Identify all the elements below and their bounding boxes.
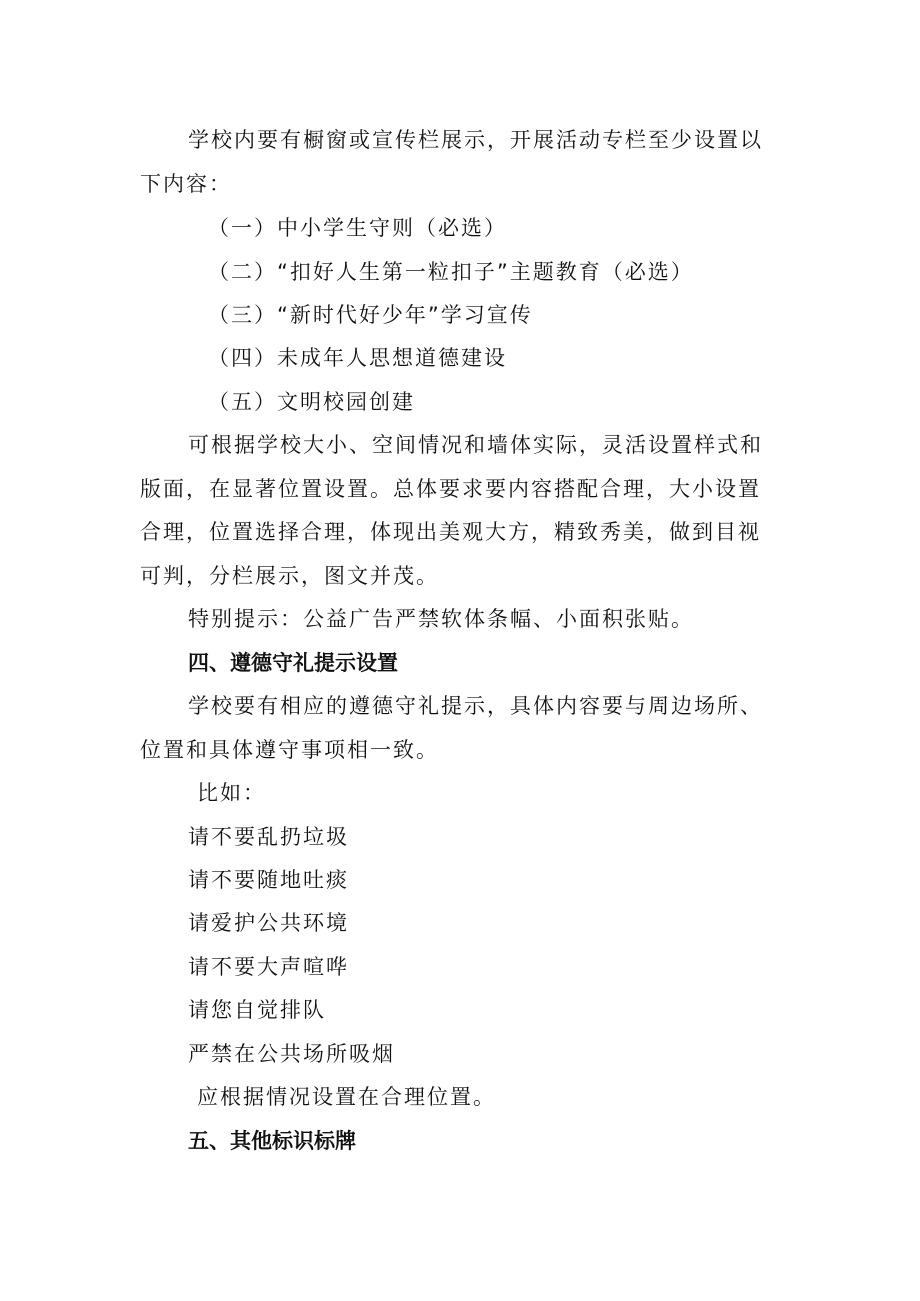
example-item: 请不要大声喧哗 xyxy=(188,955,349,979)
example-item: 请不要随地吐痰 xyxy=(188,868,349,892)
section-4-heading: 四、遵德守礼提示设置 xyxy=(188,651,398,675)
para2-line-2: 版面，在显著位置设置。总体要求要内容搭配合理，大小设置 xyxy=(140,477,761,501)
section-4-closing: 应根据情况设置在合理位置。 xyxy=(197,1085,496,1109)
section-4-line-2: 位置和具体遵守事项相一致。 xyxy=(140,738,439,762)
section-5-heading: 五、其他标识标牌 xyxy=(188,1129,356,1153)
example-item: 严禁在公共场所吸烟 xyxy=(188,1042,395,1066)
para2-line-3: 合理，位置选择合理，体现出美观大方，精致秀美，做到目视 xyxy=(140,520,761,544)
example-item: 请不要乱扔垃圾 xyxy=(188,825,349,849)
intro-line-1: 学校内要有橱窗或宣传栏展示，开展活动专栏至少设置以 xyxy=(188,128,763,152)
example-item: 请爱护公共环境 xyxy=(188,911,349,935)
list-item: （三）“新时代好少年”学习宣传 xyxy=(208,303,533,327)
para2-line-4: 可判，分栏展示，图文并茂。 xyxy=(140,564,439,588)
para2-line-1: 可根据学校大小、空间情况和墙体实际，灵活设置样式和 xyxy=(188,433,763,457)
list-item: （四）未成年人思想道德建设 xyxy=(208,346,507,370)
example-label: 比如： xyxy=(197,781,266,805)
example-item: 请您自觉排队 xyxy=(188,998,326,1022)
list-item: （一）中小学生守则（必选） xyxy=(208,216,507,240)
list-item: （二）“扣好人生第一粒扣子”主题教育（必选） xyxy=(208,260,694,284)
special-note: 特别提示：公益广告严禁软体条幅、小面积张贴。 xyxy=(188,607,694,631)
list-item: （五）文明校园创建 xyxy=(208,390,415,414)
intro-line-2: 下内容： xyxy=(140,172,232,196)
section-4-line-1: 学校要有相应的遵德守礼提示，具体内容要与周边场所、 xyxy=(188,694,763,718)
